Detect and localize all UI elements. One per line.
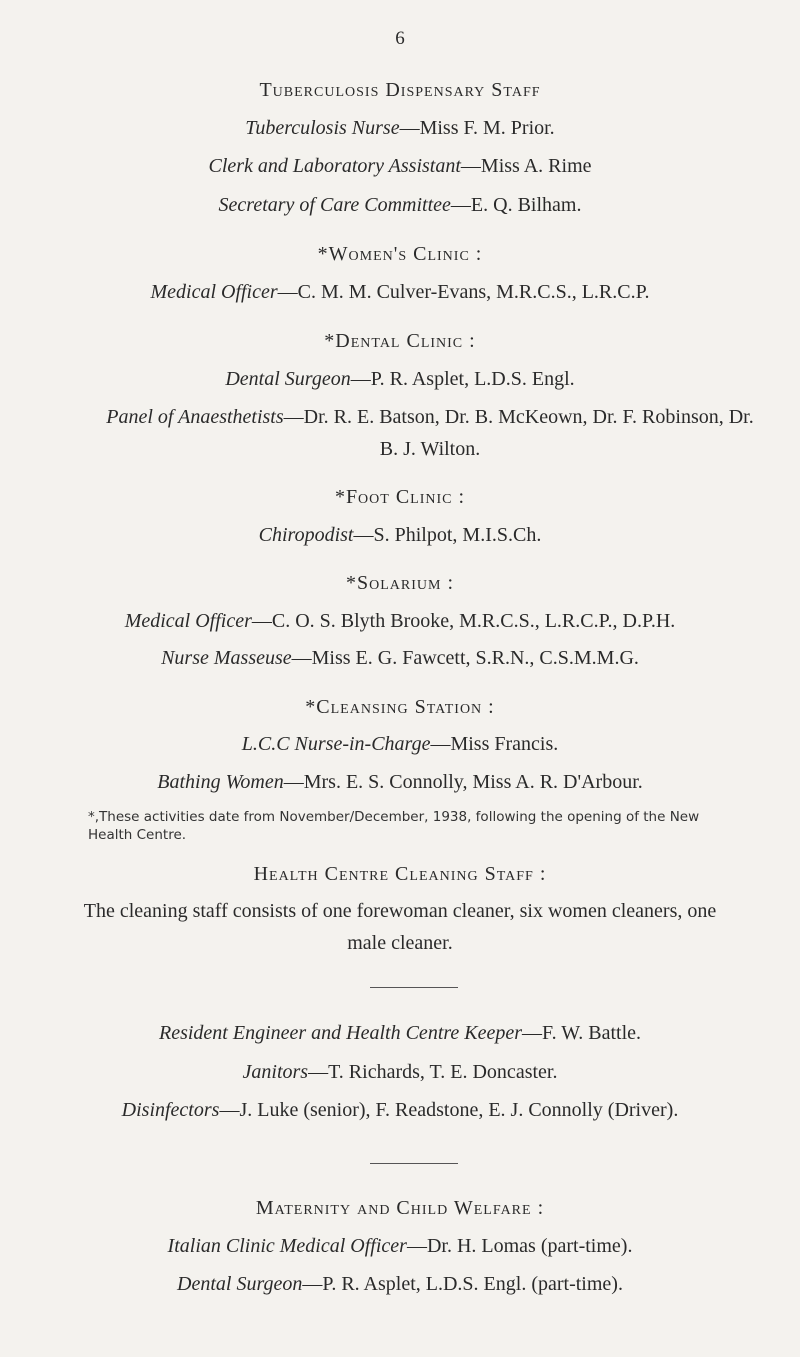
role-label: Dental Surgeon: [225, 368, 351, 390]
role-label: Italian Clinic Medical Officer: [167, 1235, 407, 1257]
staff-name: —P. R. Asplet, L.D.S. Engl.: [350, 368, 575, 390]
staff-name: —Miss F. M. Prior.: [399, 117, 555, 139]
staff-name: —E. Q. Bilham.: [450, 194, 582, 216]
staff-name: —S. Philpot, M.I.S.Ch.: [353, 524, 542, 546]
staff-name: —J. Luke (senior), F. Readstone, E. J. Connolly (Driver).: [219, 1099, 679, 1121]
staff-line-clerk: [50, 154, 750, 178]
solarium-heading: *Solarium :: [345, 572, 454, 594]
role-label: Medical Officer: [150, 281, 278, 303]
staff-name: —F. W. Battle.: [522, 1022, 642, 1044]
staff-line-disinfectors: [50, 1098, 750, 1122]
divider: [370, 1163, 458, 1164]
staff-name: —C. M. M. Culver-Evans, M.R.C.S., L.R.C.P.: [277, 281, 650, 303]
maternity-heading: Maternity and Child Welfare :: [255, 1197, 545, 1219]
role-label: Bathing Women: [157, 771, 284, 793]
staff-name: —C. O. S. Blyth Brooke, M.R.C.S., L.R.C.P., D.P.H.: [251, 610, 676, 632]
staff-name: —Miss Francis.: [430, 733, 559, 755]
staff-line-janitors: [50, 1060, 750, 1084]
staff-line-maternity-dental-surgeon: [50, 1272, 750, 1296]
role-label: Clerk and Laboratory Assistant: [208, 155, 461, 177]
staff-line-dental-surgeon: [50, 367, 750, 391]
staff-line-italian-clinic-officer: [50, 1234, 750, 1258]
staff-name: —Dr. H. Lomas (part-time).: [406, 1235, 633, 1257]
foot-clinic-heading: *Foot Clinic :: [334, 486, 466, 508]
role-label: Dental Surgeon: [177, 1273, 303, 1295]
staff-line-resident-engineer: [50, 1021, 750, 1045]
staff-line-bathing-women: [50, 770, 750, 794]
staff-line-nurse-in-charge: [50, 732, 750, 756]
staff-line-anaesthetists: [100, 401, 760, 465]
staff-name: —Miss A. Rime: [460, 155, 592, 177]
staff-name: —Miss E. G. Fawcett, S.R.N., C.S.M.M.G.: [291, 647, 639, 669]
staff-name: —Mrs. E. S. Connolly, Miss A. R. D'Arbour.: [283, 771, 643, 793]
cleaning-staff-heading: Health Centre Cleaning Staff :: [253, 863, 547, 885]
role-label: Disinfectors: [121, 1099, 220, 1121]
role-label: Nurse Masseuse: [161, 647, 292, 669]
staff-line-womens-medical-officer: [50, 280, 750, 304]
role-label: L.C.C Nurse-in-Charge: [241, 733, 431, 755]
role-label: Secretary of Care Committee: [218, 194, 451, 216]
staff-name: —Dr. R. E. Batson, Dr. B. McKeown, Dr. F. Robinson, Dr. B. J. Wilton.: [283, 406, 754, 460]
staff-line-chiropodist: [50, 523, 750, 547]
staff-line-solarium-medical-officer: [50, 609, 750, 633]
role-label: Medical Officer: [124, 610, 252, 632]
staff-name: —T. Richards, T. E. Doncaster.: [308, 1061, 558, 1083]
role-label: Chiropodist: [258, 524, 354, 546]
staff-line-nurse-masseuse: [50, 646, 750, 670]
divider: [370, 987, 458, 988]
footnote: *,These activities date from November/December, 1938, following the opening of the New Health Centre.: [88, 809, 700, 843]
role-label: Tuberculosis Nurse: [245, 117, 400, 139]
page-number: 6: [395, 28, 405, 49]
staff-name: —P. R. Asplet, L.D.S. Engl. (part-time).: [302, 1273, 623, 1295]
role-label: Panel of Anaesthetists: [106, 406, 284, 428]
cleaning-staff-text: The cleaning staff consists of one forewoman cleaner, six women cleaners, one male cleaner.: [83, 900, 717, 954]
role-label: Resident Engineer and Health Centre Keeper: [158, 1022, 523, 1044]
staff-line-secretary: [50, 193, 750, 217]
cleansing-station-heading: *Cleansing Station :: [305, 696, 495, 718]
womens-clinic-heading: *Women's Clinic :: [317, 243, 483, 265]
tb-dispensary-heading: Tuberculosis Dispensary Staff: [259, 79, 541, 101]
role-label: Janitors: [242, 1061, 309, 1083]
staff-line-tb-nurse: [50, 116, 750, 140]
dental-clinic-heading: *Dental Clinic :: [324, 330, 476, 352]
